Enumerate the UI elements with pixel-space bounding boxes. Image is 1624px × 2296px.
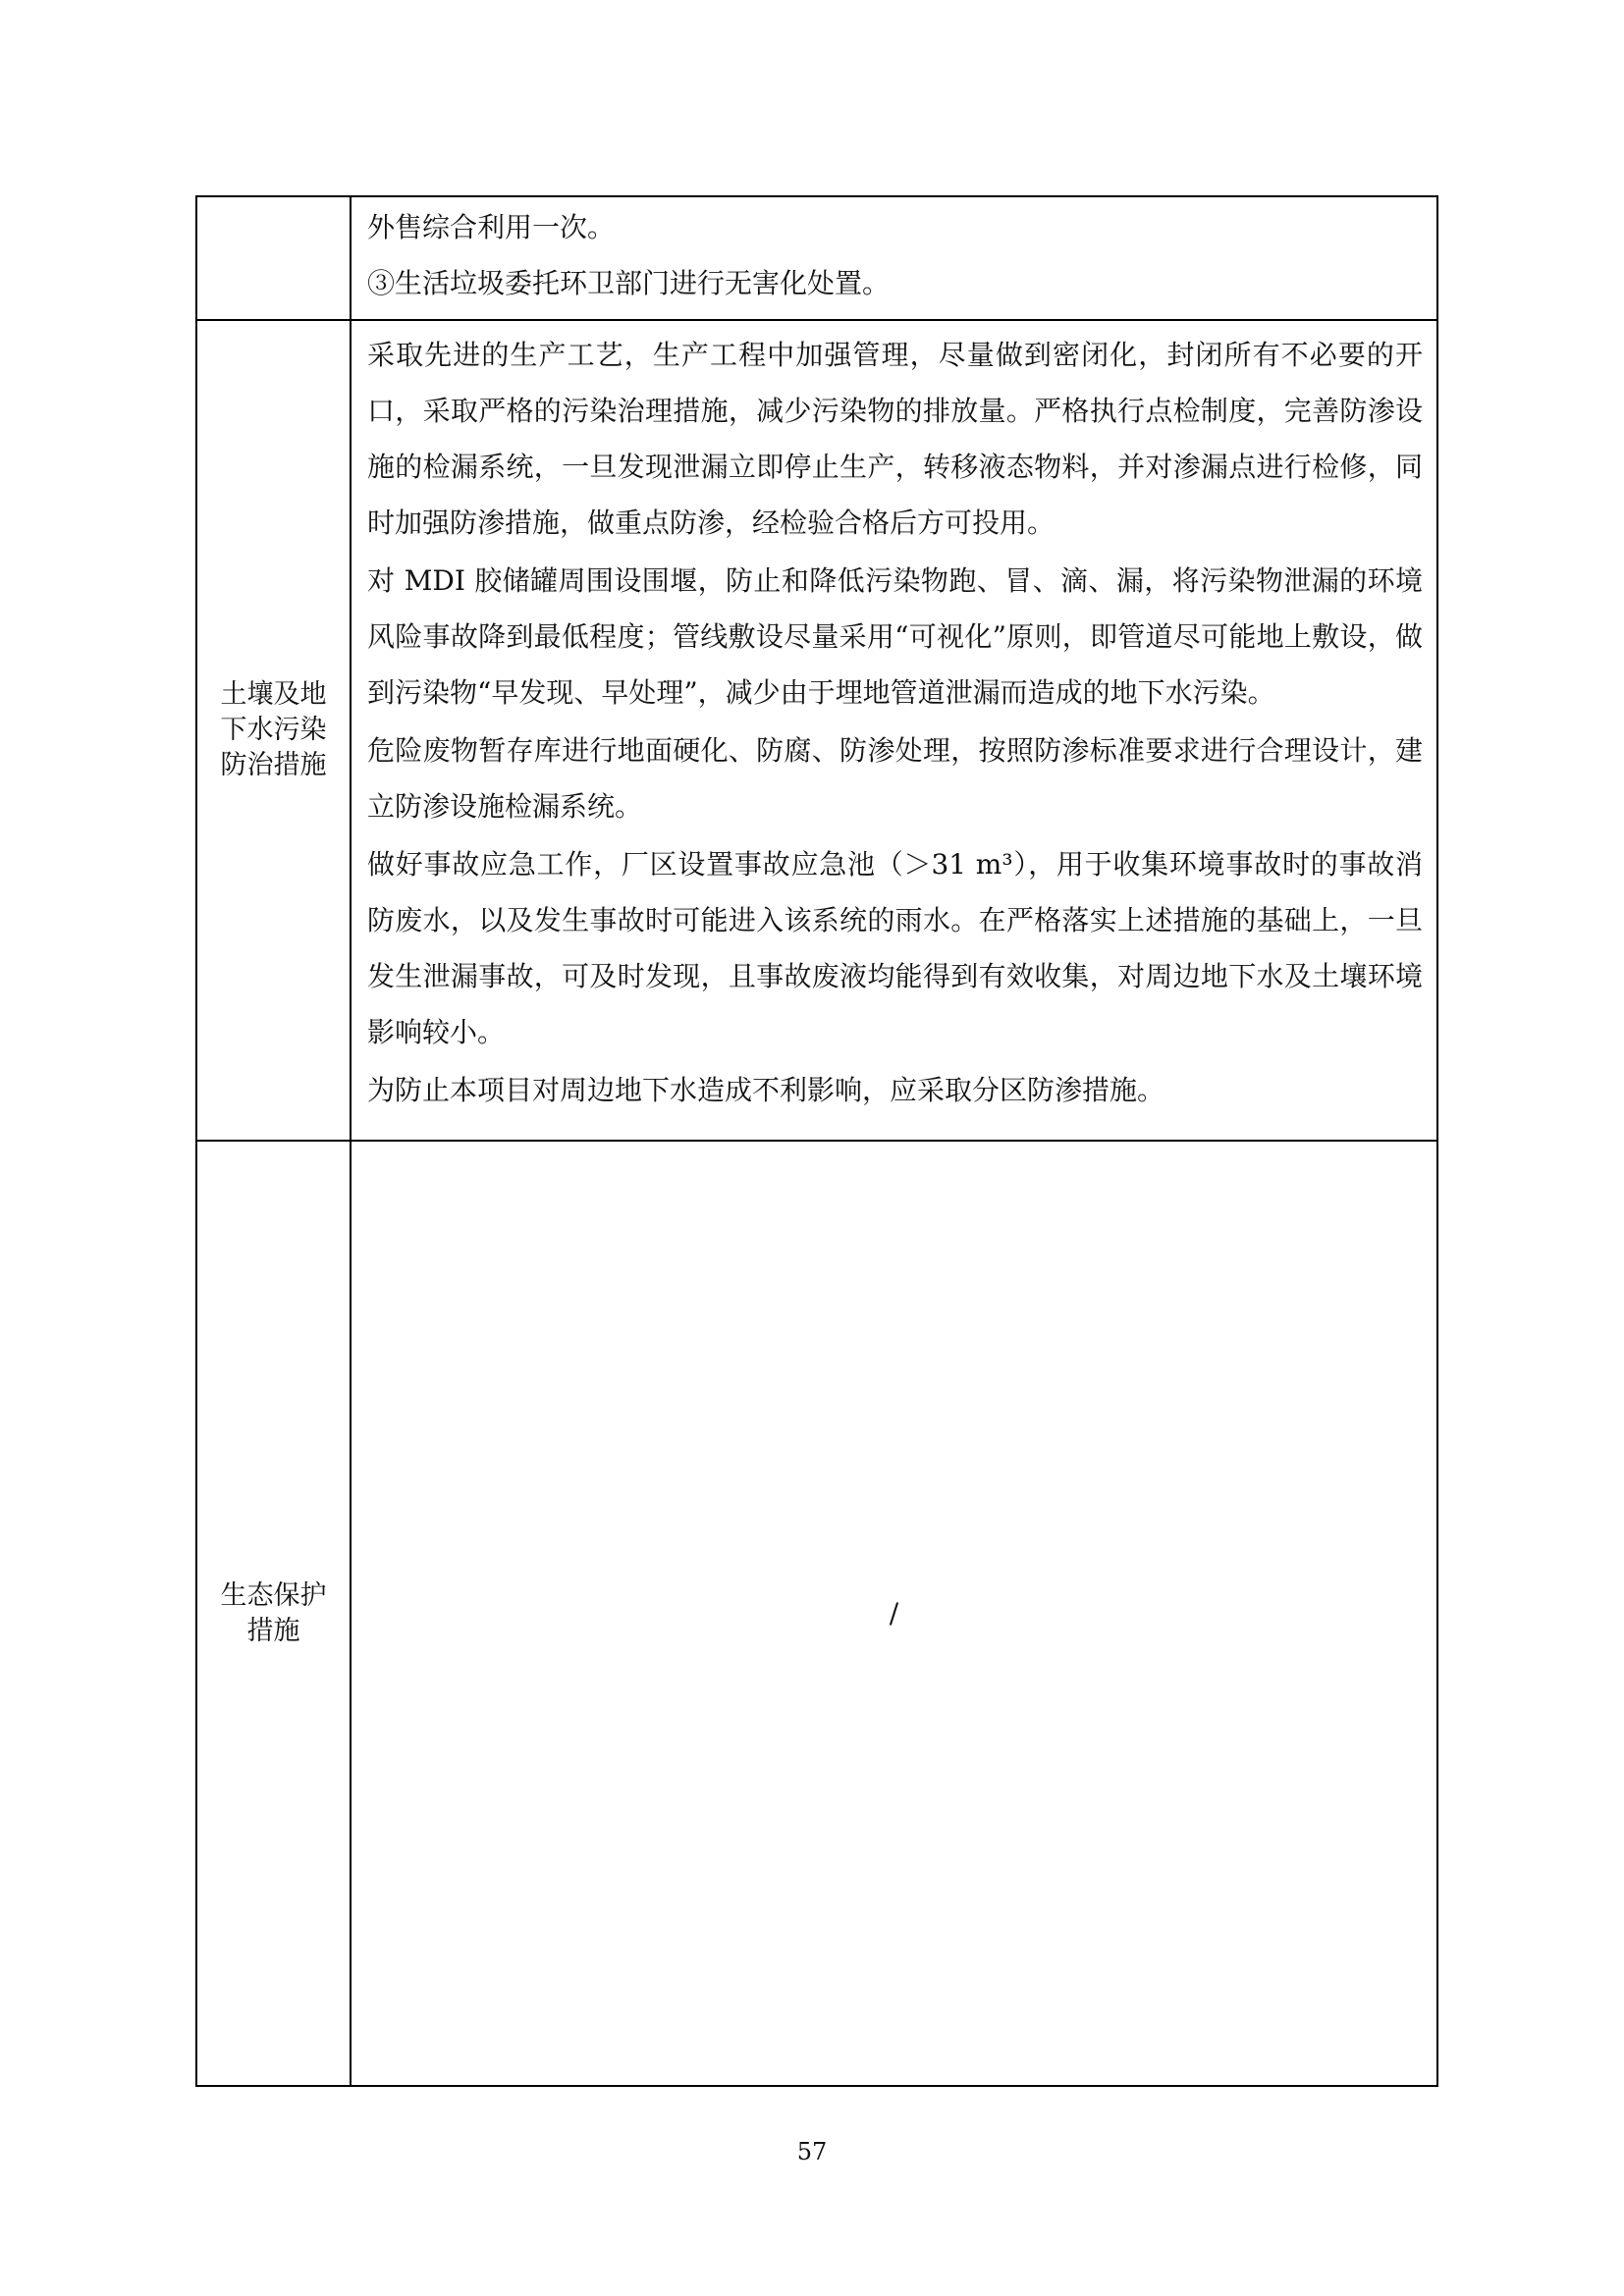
row-content [351,196,1437,320]
table-row-solid-waste-continued [196,196,1437,320]
measures-table [195,195,1438,2087]
row-label-cell [196,320,351,1141]
content-paragraph: 危险废物暂存库进行地面硬化、防腐、防渗处理，按照防渗标准要求进行合理设计，建立防渗设施检漏系统。 [367,734,1423,823]
content-paragraph: 对 MDI 胶储罐周围设围堰，防止和降低污染物跑、冒、滴、漏，将污染物泄漏的环境风险事故降到最低程度；管线敷设尽量采用“可视化”原则，即管道尽可能地上敷设，做到污染物“早发现、早处理”，减少由于埋地管道泄漏而造成的地下水污染。 [367,564,1423,709]
row-label: 生态保护措施 [220,1579,327,1646]
table-row-soil-groundwater [196,320,1437,1141]
row-label-empty [196,196,351,320]
content-line: 外售综合利用一次。 [367,211,616,243]
content-paragraph: 为防止本项目对周边地下水造成不利影响，应采取分区防渗措施。 [367,1074,1165,1106]
page-number: 57 [796,2138,828,2165]
row-content-slash: / [351,1141,1437,2086]
content-paragraph: 做好事故应急工作，厂区设置事故应急池（＞31 m³），用于收集环境事故时的事故消防废水，以及发生事故时可能进入该系统的雨水。在严格落实上述措施的基础上，一旦发生泄漏事故，可及时发现，且事故废液均能得到有效收集，对周边地下水及土壤环境影响较小。 [367,848,1423,1048]
row-label-cell [196,1141,351,2086]
content-line: ③生活垃圾委托环卫部门进行无害化处置。 [367,267,891,299]
content-paragraph: 采取先进的生产工艺，生产工程中加强管理，尽量做到密闭化，封闭所有不必要的开口，采取严格的污染治理措施，减少污染物的排放量。严格执行点检制度，完善防渗设施的检漏系统，一旦发现泄漏立即停止生产，转移液态物料，并对渗漏点进行检修，同时加强防渗措施，做重点防渗，经检验合格后方可投用。 [367,339,1423,539]
row-content [351,320,1437,1141]
table-row-ecological-protection [196,1141,1437,2086]
row-label: 土壤及地下水污染防治措施 [220,679,327,780]
